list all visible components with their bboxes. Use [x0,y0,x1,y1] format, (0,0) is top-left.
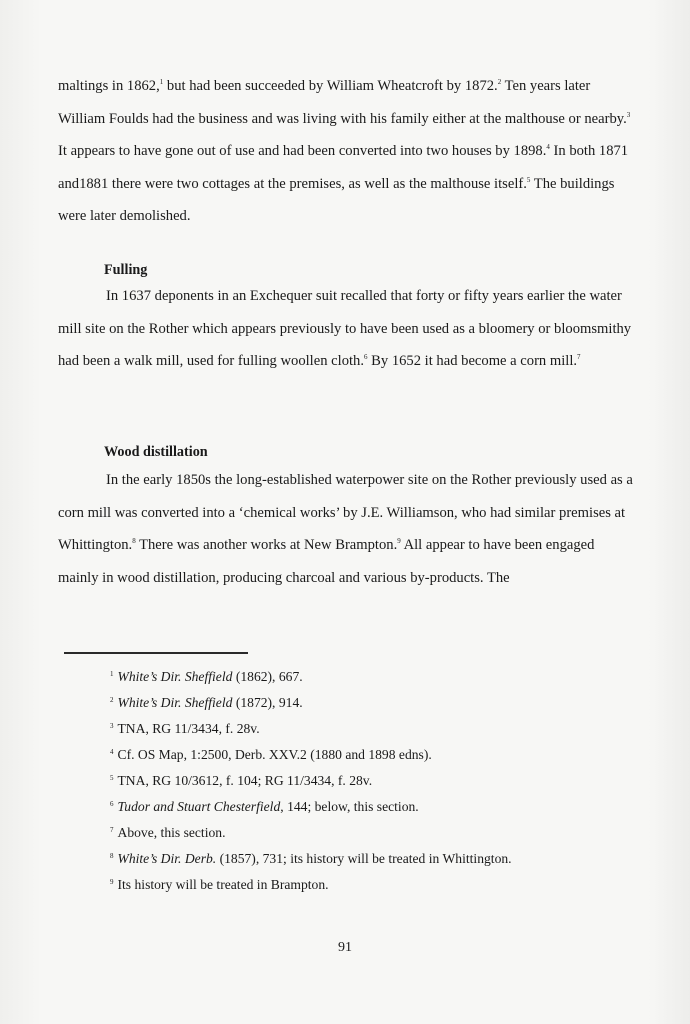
footnote-ref: 6 [364,353,368,362]
footnote-item [110,742,650,768]
section-heading-wood-distillation: Wood distillation [104,444,208,460]
footnote-text: (1862), 667. [232,669,303,684]
footnote-title: White’s Dir. Sheffield [117,695,233,710]
text-run: In the early 1850s the long-established waterpower site on the Rother previously used as a corn mill was converted into a ‘chemical works’ by J.E. Williamson, who had similar premises at Whittington. [58,472,633,554]
page-number: 91 [338,940,352,955]
text-run: It appears to have gone out of use and had been converted into two houses by 1898. [58,143,547,160]
footnote-item [110,872,650,898]
text-run: There was another works at New Brampton. [135,537,398,554]
footnote-text: , 144; below, this section. [280,799,419,814]
footnote-text: TNA, RG 11/3434, f. 28v. [117,721,260,736]
text-run: All appear to have been engaged mainly in wood distillation, producing charcoal and various by-products. The [58,537,595,586]
paragraph-fulling [58,280,638,378]
footnote-text: (1857), 731; its history will be treated in Whittington. [216,851,512,866]
footnote-item [110,768,650,794]
footnote-title: Tudor and Stuart Chesterfield [117,799,281,814]
footnote-number: 9 [110,878,114,886]
text-run: In both 1871 and1881 there were two cottages at the premises, as well as the malthouse itself. [58,143,629,192]
footnote-ref: 4 [546,143,550,152]
footnote-ref: 3 [626,110,631,119]
footnote-text: TNA, RG 10/3612, f. 104; RG 11/3434, f. 28v. [117,773,373,788]
footnote-number: 6 [110,800,114,808]
footnote-ref: 1 [159,78,164,86]
footnote-ref: 9 [397,537,401,546]
footnote-separator [64,652,248,654]
footnote-title: White’s Dir. Sheffield [117,669,233,684]
footnote-text: Above, this section. [117,825,226,840]
footnote-title: White’s Dir. Derb. [117,851,217,866]
footnote-number: 2 [110,696,114,704]
footnote-ref: 5 [526,175,531,184]
footnote-item [110,690,650,716]
text-run: By 1652 it had become a corn mill. [367,353,578,370]
footnote-ref: 7 [577,353,581,362]
footnote-number: 5 [110,774,114,782]
footnote-number: 8 [110,852,114,860]
footnote-number: 1 [110,670,114,678]
footnote-item [110,716,650,742]
footnote-text: Cf. OS Map, 1:2500, Derb. XXV.2 (1880 and 1898 edns). [117,747,432,762]
text-run: The buildings were later demolished. [58,175,615,225]
footnotes-list [110,664,650,898]
footnote-number: 7 [110,826,114,834]
footnote-number: 4 [110,748,114,756]
text-run: In 1637 deponents in an Exchequer suit recalled that forty or fifty years earlier the water mill site on the Rother which appears previously to have been used as a bloomery or bloomsmithy had been a walk mill, used for fulling woollen cloth. [58,288,632,370]
footnote-item [110,846,650,872]
section-heading-fulling: Fulling [104,262,148,278]
footnote-number: 3 [110,722,114,730]
footnote-text: (1872), 914. [232,695,303,710]
paragraph-wood-distillation [58,464,638,594]
text-run: Ten years later William Foulds had the business and was living with his family either at the malthouse or nearby. [58,78,627,127]
footnote-item [110,820,650,846]
text-run: but had been succeeded by William Wheatcroft by 1872. [163,78,498,94]
footnote-ref: 8 [132,537,136,546]
text-run: maltings in 1862, [58,78,160,94]
footnote-text: Its history will be treated in Brampton. [117,877,329,892]
footnote-item [110,794,650,820]
footnote-ref: 2 [497,78,502,86]
footnote-item [110,664,650,690]
paragraph-malthouse [58,70,638,233]
